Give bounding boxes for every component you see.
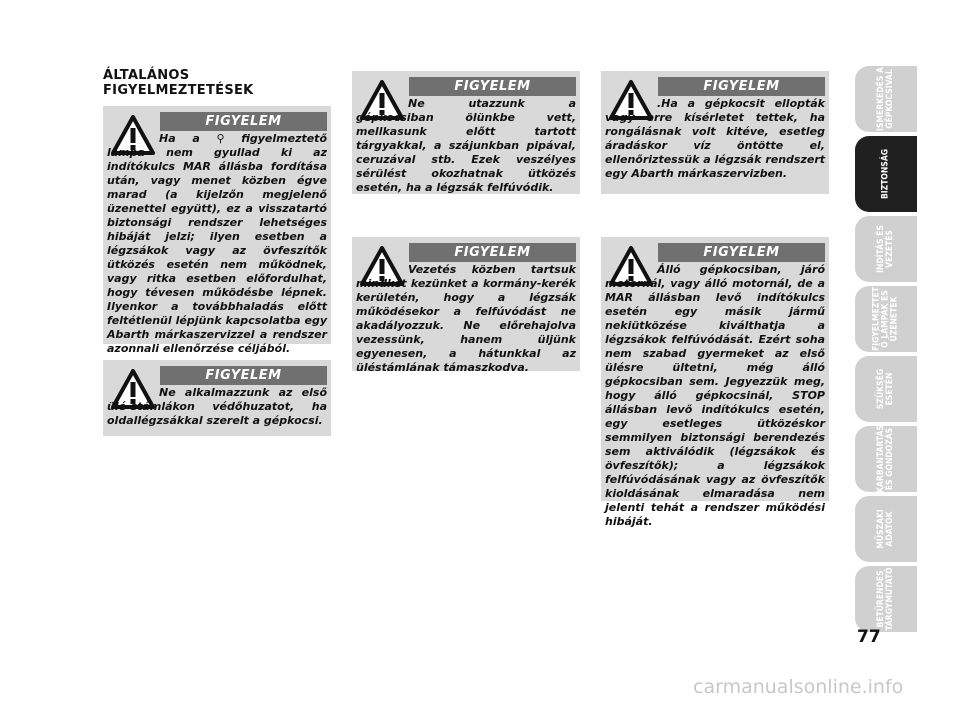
warning-header: FIGYELEM	[409, 243, 576, 262]
warning-header: FIGYELEM	[160, 112, 327, 131]
warning-text: Ne alkalmazzunk az első ülé-stámlákon védőhuzatot, ha oldallégzsákkal szerelt a gépkocsi.	[107, 386, 327, 427]
warning-header: FIGYELEM	[409, 77, 576, 96]
warning-header: FIGYELEM	[160, 366, 327, 385]
tab-szukseg[interactable]: SZÜKSÉG ESETÉN	[855, 356, 917, 422]
tab-figyelmezteto[interactable]: FIGYELMEZTET Ő LÁMPÁK ÉS ÜZENETEK	[855, 286, 917, 352]
warning-box-3	[352, 71, 580, 194]
warning-box-4	[352, 237, 580, 374]
tab-ismerkedes[interactable]: ISMERKEDÉS A GÉPKOCSIVAL	[855, 66, 917, 132]
section-title-line1: ÁLTALÁNOS	[103, 68, 190, 83]
page-number: 77	[857, 627, 881, 647]
warning-text: Vezetés közben tartsuk mindkét kezünket a kormány-kerék kerületén, hogy a légzsák működésekor a felfúvódást ne akadályozzuk. Ne előrehajolva vezessünk, hanem üljünk egyenesen, a hátunkkal az üléstámlának támaszkodva.	[356, 263, 576, 374]
warning-box-5	[601, 71, 829, 194]
warning-header: FIGYELEM	[658, 243, 825, 262]
warning-box-1	[103, 106, 331, 355]
tab-inditas[interactable]: INDÍTÁS ÉS VEZETÉS	[855, 216, 917, 282]
tab-muszaki[interactable]: MŰSZAKI ADATOK	[855, 496, 917, 562]
warning-text: .Ha a gépkocsit ellopták vagy erre kísérletet tettek, ha rongálásnak volt kitéve, esetleg áradáskor víz öntötte el, ellenőriztessük a légzsák rendszert egy Abarth márkaszervizben.	[605, 97, 825, 180]
warning-box-2	[103, 360, 331, 436]
section-title-line2: FIGYELMEZTETÉSEK	[103, 83, 254, 98]
watermark: carmanualsonline.info	[693, 676, 904, 698]
warning-header: FIGYELEM	[658, 77, 825, 96]
warning-text: Ha a ⚲ figyelmeztető lámpa nem gyullad ki az indítókulcs MAR állásba fordítása után, vagy menet közben égve marad (a kijelzőn megjelenő üzenettel együtt), ez a visszatartó biztonsági rendszer lehetséges hibáját jelzi; ilyen esetben a légzsákok vagy az övfeszítők ütközés esetén nem működnek, vagy ritka esetben előfordulhat, hogy tévesen működésbe lépnek. Ilyenkor a továbbhaladás előtt feltétlenül lépjünk kapcsolatba egy Abarth márkaszervizzel a rendszer azonnali ellenőrzése céljából.	[107, 132, 327, 355]
warning-text: Ne utazzunk a gépkocsiban ölünkbe vett, mellkasunk előtt tartott tárgyakkal, a szájunkban pipával, ceruzával stb. Ezek veszélyes sérülést okozhatnak ütközés esetén, ha a légzsák felfúvódik.	[356, 97, 576, 194]
section-title	[103, 68, 254, 98]
tab-karbantartas[interactable]: KARBANTARTÁS ÉS GONDOZÁS	[855, 426, 917, 492]
warning-box-6	[601, 237, 829, 528]
tab-targymutato[interactable]: BETŰRENDES TÁRGYMUTATÓ	[855, 566, 917, 632]
tab-biztonsag[interactable]: BIZTONSÁG	[855, 136, 917, 212]
warning-text: Álló gépkocsiban, járó motornál, vagy álló motornál, de a MAR állásban levő indítókulcs esetén egy másik jármű nekiütközése kiválthatja a légzsákok felfúvódását. Ezért soha nem szabad gyermeket az első ülésre ültetni, még álló gépkocsiban sem. Jegyezzük meg, hogy álló gépkocsinál, STOP állásban levő indítókulcs esetén, egy esetleges ütközéskor semmilyen biztonsági berendezés sem aktiválódik (légzsákok és övfeszítők); a légzsákok felfúvódásának vagy az övfeszítők kioldásának elmaradása nem jelenti tehát a rendszer működési hibáját.	[605, 263, 825, 528]
